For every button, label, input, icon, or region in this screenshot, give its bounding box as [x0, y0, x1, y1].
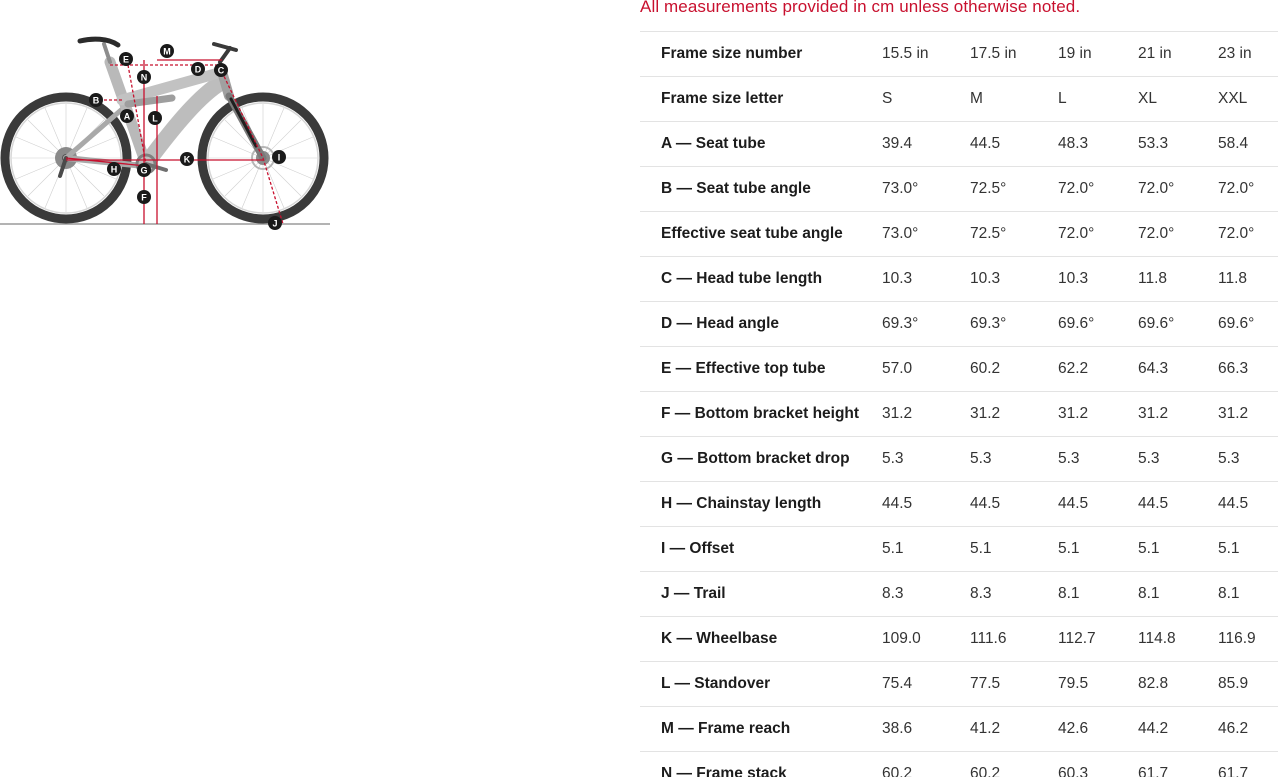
table-cell: 8.3	[882, 572, 970, 617]
table-row	[640, 527, 1278, 572]
table-cell: 64.3	[1138, 347, 1218, 392]
table-row	[640, 32, 1278, 77]
table-cell: 15.5 in	[882, 32, 970, 77]
table-cell: 111.6	[970, 617, 1058, 662]
marker-c	[214, 63, 228, 77]
table-row	[640, 212, 1278, 257]
table-cell: 5.3	[970, 437, 1058, 482]
table-cell: 39.4	[882, 122, 970, 167]
row-label: K — Wheelbase	[640, 617, 882, 662]
table-row	[640, 707, 1278, 752]
table-cell: 21 in	[1138, 32, 1218, 77]
table-cell: 69.6°	[1218, 302, 1278, 347]
table-cell: M	[970, 77, 1058, 122]
table-cell: 10.3	[882, 257, 970, 302]
table-cell: L	[1058, 77, 1138, 122]
table-cell: 5.1	[882, 527, 970, 572]
row-label: A — Seat tube	[640, 122, 882, 167]
row-label: M — Frame reach	[640, 707, 882, 752]
marker-a	[120, 109, 134, 123]
table-cell: 61.7	[1138, 752, 1218, 777]
table-cell: 19 in	[1058, 32, 1138, 77]
table-cell: 8.1	[1218, 572, 1278, 617]
row-label: Frame size letter	[640, 77, 882, 122]
row-label: I — Offset	[640, 527, 882, 572]
table-cell: 72.0°	[1218, 212, 1278, 257]
table-cell: 73.0°	[882, 212, 970, 257]
row-label: E — Effective top tube	[640, 347, 882, 392]
svg-text:K: K	[183, 154, 191, 165]
table-cell: 69.3°	[882, 302, 970, 347]
svg-text:M: M	[163, 46, 171, 57]
table-cell: 60.2	[970, 347, 1058, 392]
table-cell: 69.6°	[1058, 302, 1138, 347]
table-cell: 5.1	[1138, 527, 1218, 572]
table-cell: 17.5 in	[970, 32, 1058, 77]
table-cell: 44.5	[1058, 482, 1138, 527]
table-row	[640, 482, 1278, 527]
geometry-table-body	[640, 32, 1278, 777]
table-row	[640, 77, 1278, 122]
svg-text:I: I	[277, 152, 281, 163]
svg-text:F: F	[141, 192, 147, 203]
marker-i	[272, 150, 286, 164]
table-cell: 31.2	[1058, 392, 1138, 437]
table-cell: 10.3	[970, 257, 1058, 302]
table-cell: 8.1	[1058, 572, 1138, 617]
table-cell: 82.8	[1138, 662, 1218, 707]
table-cell: 116.9	[1218, 617, 1278, 662]
marker-l	[148, 111, 162, 125]
table-cell: 5.3	[882, 437, 970, 482]
table-row	[640, 617, 1278, 662]
svg-text:B: B	[92, 95, 100, 106]
marker-k	[180, 152, 194, 166]
table-cell: 109.0	[882, 617, 970, 662]
table-cell: 53.3	[1138, 122, 1218, 167]
marker-g	[137, 163, 151, 177]
table-cell: 8.3	[970, 572, 1058, 617]
table-cell: 61.7	[1218, 752, 1278, 777]
svg-text:J: J	[272, 218, 278, 229]
table-cell: 5.3	[1218, 437, 1278, 482]
table-cell: 8.1	[1138, 572, 1218, 617]
table-cell: 31.2	[882, 392, 970, 437]
svg-text:N: N	[140, 72, 148, 83]
table-cell: 72.0°	[1058, 167, 1138, 212]
row-label: D — Head angle	[640, 302, 882, 347]
table-cell: 57.0	[882, 347, 970, 392]
marker-j	[268, 216, 282, 230]
table-cell: 58.4	[1218, 122, 1278, 167]
table-cell: 77.5	[970, 662, 1058, 707]
row-label: L — Standover	[640, 662, 882, 707]
table-cell: 62.2	[1058, 347, 1138, 392]
row-label: B — Seat tube angle	[640, 167, 882, 212]
table-row	[640, 437, 1278, 482]
table-cell: 72.5°	[970, 167, 1058, 212]
table-row	[640, 392, 1278, 437]
marker-n	[137, 70, 151, 84]
table-cell: 60.2	[970, 752, 1058, 777]
svg-text:E: E	[122, 54, 130, 65]
geometry-table	[640, 31, 1278, 777]
table-row	[640, 347, 1278, 392]
table-cell: 44.5	[1218, 482, 1278, 527]
svg-text:L: L	[152, 113, 158, 124]
marker-m	[160, 44, 174, 58]
row-label: F — Bottom bracket height	[640, 392, 882, 437]
measurement-notice: All measurements provided in cm unless otherwise noted.	[640, 0, 1081, 16]
table-cell: 11.8	[1138, 257, 1218, 302]
table-cell: 44.5	[882, 482, 970, 527]
table-cell: 66.3	[1218, 347, 1278, 392]
table-row	[640, 122, 1278, 167]
table-cell: 73.0°	[882, 167, 970, 212]
table-cell: 44.5	[970, 482, 1058, 527]
table-cell: 72.5°	[970, 212, 1058, 257]
table-cell: 5.3	[1058, 437, 1138, 482]
table-row	[640, 752, 1278, 777]
table-cell: 31.2	[970, 392, 1058, 437]
table-cell: 5.1	[1058, 527, 1138, 572]
table-cell: 11.8	[1218, 257, 1278, 302]
table-cell: XXL	[1218, 77, 1278, 122]
table-cell: 5.1	[1218, 527, 1278, 572]
table-cell: 75.4	[882, 662, 970, 707]
svg-text:A: A	[123, 111, 131, 122]
table-cell: 5.1	[970, 527, 1058, 572]
table-cell: 31.2	[1218, 392, 1278, 437]
svg-text:D: D	[194, 64, 202, 75]
row-label: Effective seat tube angle	[640, 212, 882, 257]
table-cell: 10.3	[1058, 257, 1138, 302]
marker-f	[137, 190, 151, 204]
svg-text:G: G	[140, 165, 148, 176]
table-row	[640, 167, 1278, 212]
table-cell: 5.3	[1138, 437, 1218, 482]
table-cell: 38.6	[882, 707, 970, 752]
table-cell: 23 in	[1218, 32, 1278, 77]
table-cell: 41.2	[970, 707, 1058, 752]
table-cell: 79.5	[1058, 662, 1138, 707]
row-label: H — Chainstay length	[640, 482, 882, 527]
marker-b	[89, 93, 103, 107]
marker-d	[191, 62, 205, 76]
row-label: J — Trail	[640, 572, 882, 617]
table-cell: 44.5	[1138, 482, 1218, 527]
table-cell: 44.2	[1138, 707, 1218, 752]
table-row	[640, 257, 1278, 302]
table-cell: 72.0°	[1138, 167, 1218, 212]
table-row	[640, 302, 1278, 347]
table-cell: 72.0°	[1218, 167, 1278, 212]
table-cell: S	[882, 77, 970, 122]
table-cell: 114.8	[1138, 617, 1218, 662]
table-cell: 72.0°	[1138, 212, 1218, 257]
row-label: Frame size number	[640, 32, 882, 77]
table-cell: 69.3°	[970, 302, 1058, 347]
row-label: N — Frame stack	[640, 752, 882, 777]
bike-geometry-diagram	[0, 30, 330, 230]
marker-h	[107, 162, 121, 176]
table-row	[640, 662, 1278, 707]
table-cell: 60.2	[882, 752, 970, 777]
table-cell: 85.9	[1218, 662, 1278, 707]
table-row	[640, 572, 1278, 617]
table-cell: 46.2	[1218, 707, 1278, 752]
svg-text:H: H	[110, 164, 118, 175]
table-cell: 72.0°	[1058, 212, 1138, 257]
table-cell: 69.6°	[1138, 302, 1218, 347]
table-cell: 48.3	[1058, 122, 1138, 167]
row-label: G — Bottom bracket drop	[640, 437, 882, 482]
table-cell: 60.3	[1058, 752, 1138, 777]
table-cell: 31.2	[1138, 392, 1218, 437]
svg-text:C: C	[217, 65, 225, 76]
table-cell: 112.7	[1058, 617, 1138, 662]
table-cell: 44.5	[970, 122, 1058, 167]
table-cell: 42.6	[1058, 707, 1138, 752]
table-cell: XL	[1138, 77, 1218, 122]
marker-e	[119, 52, 133, 66]
row-label: C — Head tube length	[640, 257, 882, 302]
